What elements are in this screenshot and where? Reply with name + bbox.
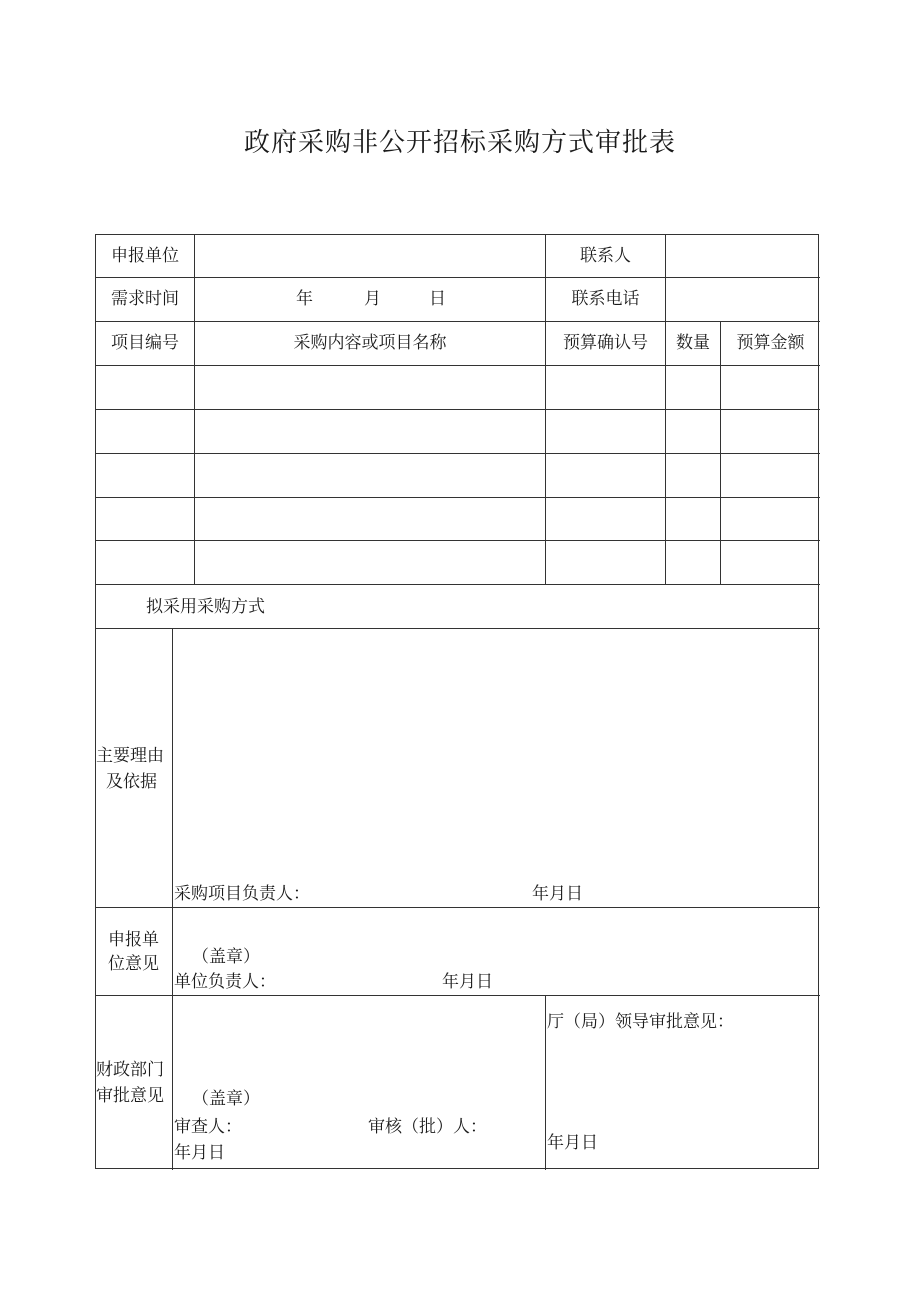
unit-head-label: 单位负责人： bbox=[174, 972, 276, 992]
applicant-unit-label: 申报单位 bbox=[111, 246, 179, 266]
reason-label-line1: 主要理由 bbox=[96, 746, 164, 766]
form-title: 政府采购非公开招标采购方式审批表 bbox=[243, 128, 676, 158]
table-row bbox=[96, 366, 820, 409]
cell-content-name[interactable] bbox=[195, 498, 545, 540]
demand-time-label: 需求时间 bbox=[111, 289, 179, 309]
cell-quantity[interactable] bbox=[666, 454, 720, 497]
contact-phone-field[interactable] bbox=[666, 278, 820, 321]
column-divider bbox=[545, 995, 546, 1170]
unit-opinion-label-line1: 申报单 bbox=[108, 930, 159, 950]
table-row bbox=[96, 498, 820, 540]
cell-content-name[interactable] bbox=[195, 541, 545, 584]
date-year-label: 年 bbox=[296, 289, 313, 309]
cell-budget-confirm-no[interactable] bbox=[546, 410, 665, 453]
table-row bbox=[96, 454, 820, 497]
approver-label: 审核（批）人： bbox=[368, 1117, 487, 1137]
reviewer-label: 审查人： bbox=[174, 1117, 242, 1137]
table-row bbox=[96, 541, 820, 584]
col-header-content-name: 采购内容或项目名称 bbox=[293, 333, 447, 353]
approval-form bbox=[95, 234, 819, 1169]
cell-project-number[interactable] bbox=[96, 454, 194, 497]
row-divider bbox=[96, 995, 820, 996]
contact-phone-label: 联系电话 bbox=[571, 289, 640, 309]
col-header-project-number: 项目编号 bbox=[111, 333, 179, 353]
cell-project-number[interactable] bbox=[96, 498, 194, 540]
cell-content-name[interactable] bbox=[195, 454, 545, 497]
unit-opinion-label-line2: 位意见 bbox=[108, 954, 159, 974]
finance-seal-label: （盖章） bbox=[192, 1089, 260, 1109]
col-header-budget-confirm-no: 预算确认号 bbox=[563, 333, 648, 353]
cell-budget-amount[interactable] bbox=[721, 410, 820, 453]
applicant-unit-field[interactable] bbox=[195, 235, 545, 277]
cell-budget-amount[interactable] bbox=[721, 541, 820, 584]
date-day-label: 日 bbox=[429, 289, 446, 309]
cell-content-name[interactable] bbox=[195, 366, 545, 409]
cell-budget-confirm-no[interactable] bbox=[546, 541, 665, 584]
demand-date-field[interactable] bbox=[195, 278, 545, 321]
cell-budget-confirm-no[interactable] bbox=[546, 366, 665, 409]
finance-opinion-date-label: 年月日 bbox=[174, 1143, 225, 1163]
cell-quantity[interactable] bbox=[666, 498, 720, 540]
procurement-method-label: 拟采用采购方式 bbox=[146, 597, 265, 617]
cell-project-number[interactable] bbox=[96, 366, 194, 409]
cell-budget-amount[interactable] bbox=[721, 366, 820, 409]
cell-quantity[interactable] bbox=[666, 410, 720, 453]
reason-text-area[interactable] bbox=[173, 629, 820, 874]
cell-budget-confirm-no[interactable] bbox=[546, 454, 665, 497]
project-responsible-label: 采购项目负责人： bbox=[174, 884, 310, 904]
row-divider bbox=[96, 907, 820, 908]
cell-content-name[interactable] bbox=[195, 410, 545, 453]
col-header-quantity: 数量 bbox=[676, 333, 710, 353]
leader-opinion-label: 厅（局）领导审批意见： bbox=[547, 1012, 734, 1032]
cell-budget-confirm-no[interactable] bbox=[546, 498, 665, 540]
table-row bbox=[96, 410, 820, 453]
unit-opinion-date-label: 年月日 bbox=[442, 972, 493, 992]
cell-project-number[interactable] bbox=[96, 410, 194, 453]
reason-label-line2: 及依据 bbox=[106, 772, 157, 792]
cell-quantity[interactable] bbox=[666, 366, 720, 409]
leader-opinion-date-label: 年月日 bbox=[547, 1133, 598, 1153]
reason-date-label: 年月日 bbox=[532, 884, 583, 904]
col-header-budget-amount: 预算金额 bbox=[736, 333, 805, 353]
unit-seal-label: （盖章） bbox=[192, 947, 260, 967]
cell-budget-amount[interactable] bbox=[721, 454, 820, 497]
procurement-method-field[interactable] bbox=[96, 585, 820, 628]
finance-opinion-label-line2: 审批意见 bbox=[96, 1086, 164, 1106]
cell-budget-amount[interactable] bbox=[721, 498, 820, 540]
cell-project-number[interactable] bbox=[96, 541, 194, 584]
contact-field[interactable] bbox=[666, 235, 820, 277]
date-month-label: 月 bbox=[364, 289, 381, 309]
row-divider bbox=[96, 321, 820, 322]
cell-quantity[interactable] bbox=[666, 541, 720, 584]
finance-opinion-label-line1: 财政部门 bbox=[96, 1060, 164, 1080]
contact-label: 联系人 bbox=[580, 246, 631, 266]
